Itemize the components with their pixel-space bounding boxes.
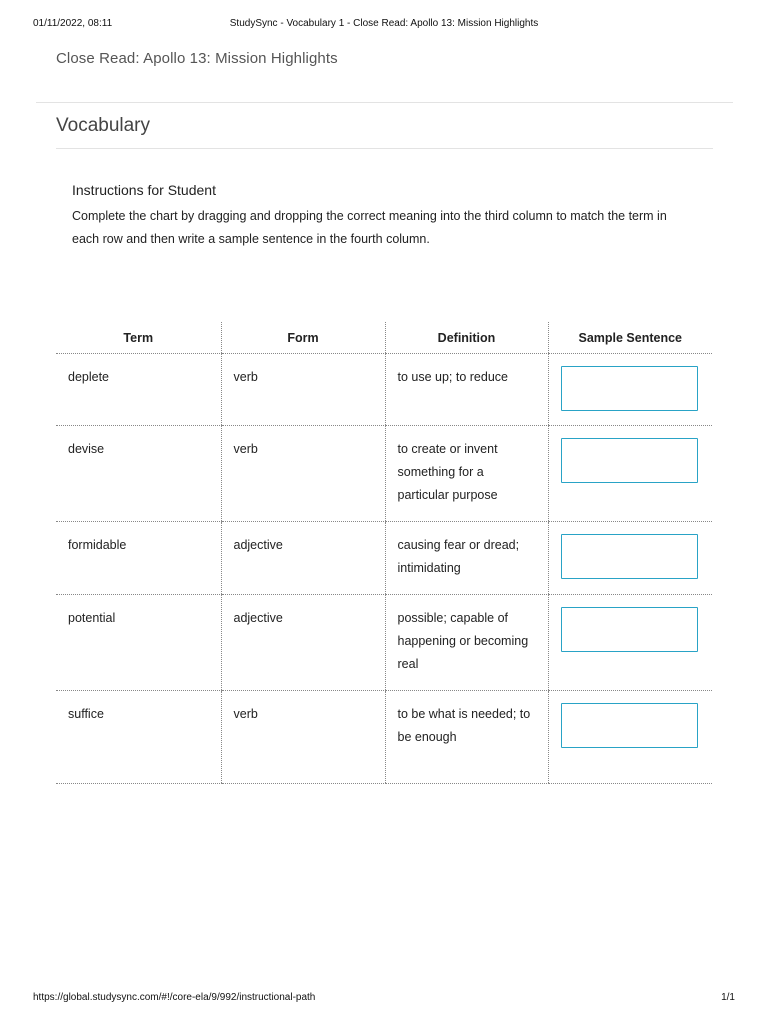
vocabulary-table [56, 322, 712, 784]
definition-cell[interactable]: possible; capable of happening or becoming real [385, 595, 548, 691]
term-cell: formidable [56, 522, 221, 595]
table-header-row [56, 322, 712, 354]
breadcrumb: Close Read: Apollo 13: Mission Highlights [56, 50, 338, 67]
print-footer [0, 992, 768, 1006]
instructions-heading: Instructions for Student [72, 182, 216, 198]
column-header-form: Form [221, 322, 385, 354]
print-page-count: 1/1 [721, 992, 735, 1003]
definition-cell[interactable]: causing fear or dread; intimidating [385, 522, 548, 595]
print-url: https://global.studysync.com/#!/core-ela/9/992/instructional-path [33, 992, 316, 1003]
form-cell: adjective [221, 595, 385, 691]
form-cell: verb [221, 354, 385, 426]
sample-sentence-input[interactable] [561, 534, 698, 579]
table-row [56, 522, 712, 595]
table-row [56, 595, 712, 691]
print-datetime: 01/11/2022, 08:11 [33, 18, 113, 29]
column-header-definition: Definition [385, 322, 548, 354]
table-row [56, 691, 712, 784]
term-cell: deplete [56, 354, 221, 426]
section-title: Vocabulary [56, 115, 151, 136]
term-cell: suffice [56, 691, 221, 784]
table-row [56, 354, 712, 426]
definition-cell[interactable]: to be what is needed; to be enough [385, 691, 548, 784]
print-page-title: StudySync - Vocabulary 1 - Close Read: Apollo 13: Mission Highlights [229, 18, 539, 29]
form-cell: adjective [221, 522, 385, 595]
definition-cell[interactable]: to use up; to reduce [385, 354, 548, 426]
form-cell: verb [221, 426, 385, 522]
sample-sentence-cell [548, 522, 712, 595]
sample-sentence-cell [548, 426, 712, 522]
sample-sentence-input[interactable] [561, 438, 698, 483]
sample-sentence-cell [548, 595, 712, 691]
section-divider [56, 148, 713, 149]
column-header-sample-sentence: Sample Sentence [548, 322, 712, 354]
term-cell: devise [56, 426, 221, 522]
header-divider [36, 102, 733, 103]
sample-sentence-input[interactable] [561, 703, 698, 748]
term-cell: potential [56, 595, 221, 691]
instructions-body: Complete the chart by dragging and dropping the correct meaning into the third column to match the term in each row and then write a sample sentence in the fourth column. [72, 209, 667, 246]
sample-sentence-cell [548, 354, 712, 426]
sample-sentence-cell [548, 691, 712, 784]
form-cell: verb [221, 691, 385, 784]
definition-cell[interactable]: to create or invent something for a particular purpose [385, 426, 548, 522]
table-row [56, 426, 712, 522]
column-header-term: Term [56, 322, 221, 354]
print-header [0, 18, 768, 32]
sample-sentence-input[interactable] [561, 607, 698, 652]
sample-sentence-input[interactable] [561, 366, 698, 411]
